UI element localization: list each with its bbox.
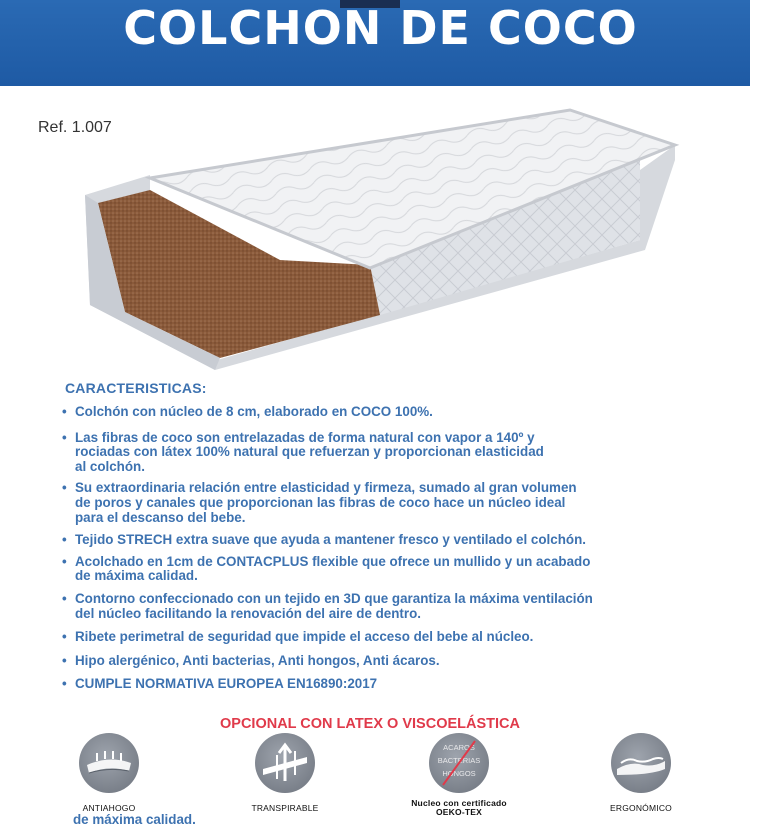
anti-suffocation-icon [79, 733, 139, 793]
list-item: • Las fibras de coco son entrelazadas de forma natural con vapor a 140º y rociadas con látex 100% natural que refuerzan y proporcionan elasticidad al colchón. [62, 431, 682, 475]
list-item: • Hipo alergénico, Anti bacterias, Anti hongos, Anti ácaros. [62, 654, 682, 669]
list-item: • Colchón con núcleo de 8 cm, elaborado en COCO 100%. [62, 405, 682, 420]
reference-number: Ref. 1.007 [38, 119, 112, 136]
feature-list [62, 405, 682, 692]
cut-off-text: de máxima calidad. [73, 812, 196, 827]
optional-note: OPCIONAL CON LATEX O VISCOELÁSTICA [220, 716, 520, 732]
feature-badge-ergonomico: ERGONÓMICO [576, 733, 706, 813]
list-item: • Contorno confeccionado con un tejido en 3D que garantiza la máxima ventilación del núcleo facilitando la renovación del aire de dentro. [62, 592, 682, 621]
list-item: • CUMPLE NORMATIVA EUROPEA EN16890:2017 [62, 677, 682, 692]
list-item: • Su extraordinaria relación entre elasticidad y firmeza, sumado al gran volumen de poros y canales que proporcionan las fibras de coco hace un núcleo ideal para el descanso del bebe. [62, 481, 682, 525]
list-item: • Acolchado en 1cm de CONTACPLUS flexible que ofrece un mullido y un acabado de máxima calidad. [62, 555, 682, 584]
section-title: CARACTERISTICAS: [65, 380, 207, 396]
feature-badge-transpirable: TRANSPIRABLE [220, 733, 350, 813]
page-title: COLCHON DE COCO [123, 1, 638, 55]
mattress-image [80, 100, 680, 370]
ergonomic-icon [611, 733, 671, 793]
breathable-icon [255, 733, 315, 793]
list-item: • Ribete perimetral de seguridad que impide el acceso del bebe al núcleo. [62, 630, 682, 645]
anti-allergen-icon: ACAROS BACTERIAS HONGOS [429, 733, 489, 793]
list-item: • Tejido STRECH extra suave que ayuda a mantener fresco y ventilado el colchón. [62, 533, 682, 548]
feature-badge-oeko-tex: ACAROS BACTERIAS HONGOS Nucleo con certificado OEKO-TEX [394, 733, 524, 817]
feature-badge-antiahogo: ANTIAHOGO [44, 733, 174, 813]
